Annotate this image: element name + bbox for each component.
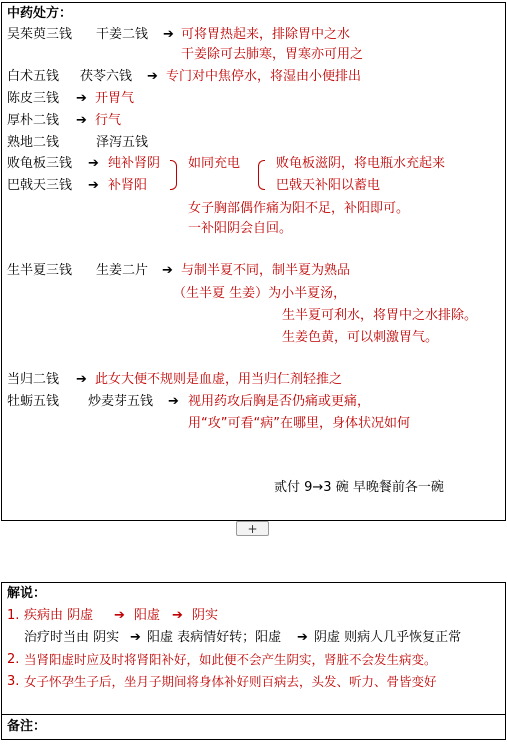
explanation-title: 解说： [7,586,47,601]
explanation-text-3: 女子怀孕生子后，坐月子期间将身体补好则百病去，头发、听力、骨皆变好 [24,674,437,689]
note-baizhu-fuling: 专门对中焦停水，将湿由小便排出 [166,69,362,84]
dosage-instructions: 贰付 9→3 碗 早晚餐前各一碗 [274,480,444,495]
treatment-sequence-start: 治疗时当由 阴实 [24,630,120,645]
herb-shengjiang: 生姜二片 [96,263,149,278]
right-arrow-icon: ➔ [172,608,183,623]
herb-bajitian: 巴戟天三钱 [7,178,73,193]
herb-baizhu: 白术五钱 [7,69,60,84]
right-arrow-icon: ➔ [163,27,174,42]
note-guiban: 纯补肾阴 [108,156,161,171]
right-arrow-icon: ➔ [76,372,87,387]
note-like-charging: 如同充电 [188,156,241,171]
note-muli-2: 用“攻”可看“病”在哪里，身体状况如何 [188,416,410,431]
notes-divider [1,714,505,715]
note-bajitian: 补肾阳 [108,178,148,193]
herb-shengbanxia: 生半夏三钱 [7,263,73,278]
herb-maiya: 炒麦芽五钱 [88,394,154,409]
item-number-2: 2. [7,652,20,667]
treatment-sequence-mid: 阳虚 表病情好转；阳虚 [147,630,282,645]
right-arrow-icon: ➔ [88,156,99,171]
herb-houpo: 厚朴二钱 [7,113,60,128]
right-arrow-icon: ➔ [114,608,125,623]
note-ganjiang: 干姜除可去肺寒，胃寒亦可用之 [181,47,364,62]
right-arrow-icon: ➔ [168,394,179,409]
sequence-yang-deficiency: 阳虚 [134,608,161,623]
notes-title: 备注： [7,719,47,734]
item-number-1: 1. [7,608,20,623]
note-bajitian-detail: 巴戟天补阳以蓄电 [276,178,381,193]
right-brace-shape [170,160,177,190]
right-arrow-icon: ➔ [297,630,308,645]
herb-ganjiang: 干姜二钱 [96,27,149,42]
sequence-yin-excess: 阴实 [192,608,219,623]
herb-zexie: 泽泻五钱 [96,135,149,150]
note-banxia-1: 与制半夏不同，制半夏为熟品 [181,263,351,278]
note-chest-pain: 女子胸部偶作痛为阳不足，补阳即可。 [188,201,410,216]
note-yin-returns: 一补阳阴会自回。 [188,221,293,236]
right-arrow-icon: ➔ [147,69,158,84]
note-chenpi: 开胃气 [95,91,135,106]
prescription-title: 中药处方： [7,6,73,21]
note-muli-1: 视用药攻后胸是否仍痛或更痛， [188,394,371,409]
note-houpo: 行气 [95,113,122,128]
note-wuzhuyu: 可将胃热起来，排除胃中之水 [181,27,351,42]
right-arrow-icon: ➔ [162,263,173,278]
item-number-3: 3. [7,674,20,689]
right-arrow-icon: ➔ [88,178,99,193]
right-arrow-icon: ➔ [130,630,141,645]
note-banxia-4: 生姜色黄，可以刺激胃气。 [282,330,439,345]
herb-wuzhuyu: 吴茱萸三钱 [7,27,73,42]
explanation-text-2: 当肾阳虚时应及时将肾阳补好，如此便不会产生阴实，肾脏不会发生病变。 [24,652,437,667]
left-brace-shape [258,160,265,190]
right-arrow-icon: ➔ [76,91,87,106]
note-banxia-3: 生半夏可利水，将胃中之水排除。 [282,308,478,323]
treatment-sequence-end: 阴虚 则病人几乎恢复正常 [314,630,462,645]
note-danggui: 此女大便不规则是血虚，用当归仁剂轻推之 [95,372,343,387]
herb-fuling: 茯苓六钱 [80,69,133,84]
note-guiban-detail: 败龟板滋阴，将电瓶水充起来 [276,156,446,171]
sequence-yin-deficiency: 疾病由 阴虚 [24,608,94,623]
herb-muli: 牡蛎五钱 [7,394,60,409]
herb-shudi: 熟地二钱 [7,135,60,150]
expand-button[interactable]: + [236,521,269,536]
right-arrow-icon: ➔ [76,113,87,128]
herb-danggui: 当归二钱 [7,372,60,387]
herb-chenpi: 陈皮三钱 [7,91,60,106]
note-banxia-2: （生半夏 生姜）为小半夏汤， [173,286,347,301]
herb-guiban: 败龟板三钱 [7,156,73,171]
